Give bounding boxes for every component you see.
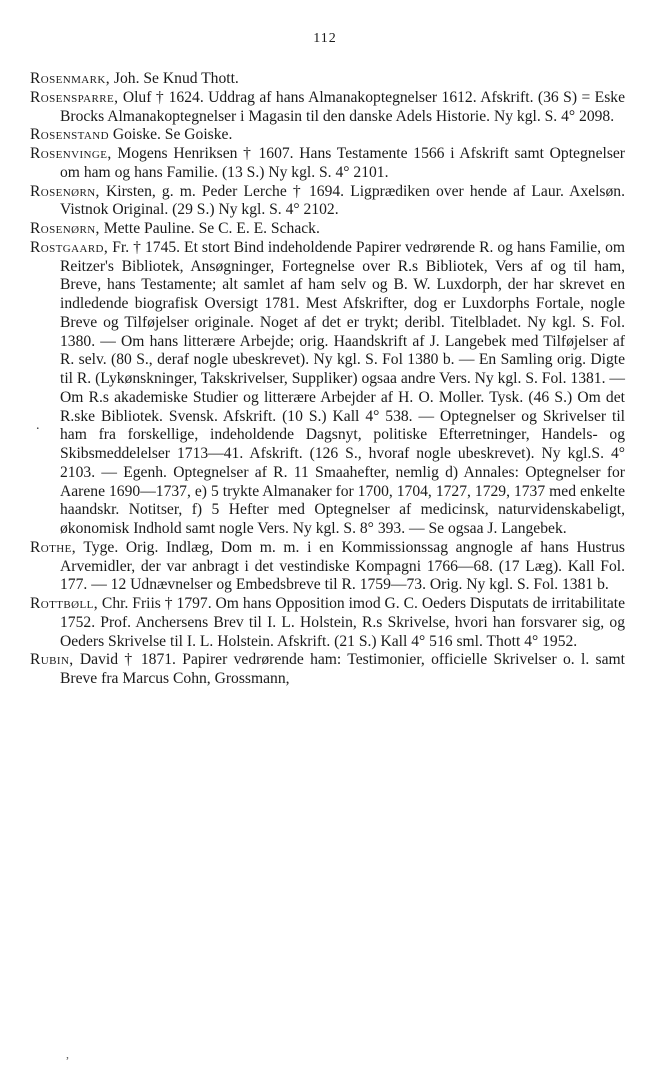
entry-text: Kirsten, g. m. Peder Lerche † 1694. Ligprædiken over hende af Laur. Axelsøn. Vistnok Original. (29 S.) Ny kgl. S. 4° 2102. (60, 182, 625, 219)
entry-headword: Rothe, (30, 538, 77, 556)
entry-headword: Rostgaard, (30, 238, 109, 256)
entry-headword: Rosensparre, (30, 88, 119, 106)
bottom-mark: , (66, 1047, 69, 1061)
entry-headword: Rosenørn, (30, 220, 100, 237)
margin-mark: . (36, 418, 40, 433)
entry-rosenvinge (30, 145, 625, 183)
entry-headword: Rosenmark, (30, 70, 111, 87)
entry-text: Mette Pauline. Se C. E. E. Schack. (99, 220, 320, 237)
entry-rosenmark (30, 70, 625, 89)
entry-rostgaard (30, 239, 625, 539)
entry-text: Mogens Henriksen † 1607. Hans Testamente 1566 i Afskrift samt Optegnelser om ham og hans Familie. (13 S.) Ny kgl. S. 4° 2101. (60, 145, 625, 181)
entry-rothe (30, 539, 625, 595)
entry-rosenstand (30, 126, 625, 145)
entry-headword: Rosenørn, (30, 182, 100, 200)
entry-text: Tyge. Orig. Indlæg, Dom m. m. i en Kommissionssag angnogle af hans Hustrus Arvemidler, der var anbragt i det vestindiske Kompagni 1766—68. (17 Læg). Kall Fol. 177. — 12 Udnævnelser og Embedsbreve til R. 1759—73. Orig. Ny kgl. S. Fol. 1381 b. (60, 538, 625, 594)
entry-headword: Rosenvinge, (30, 145, 112, 162)
entry-headword: Rottbøll, (30, 595, 99, 612)
entry-text: Goiske. Se Goiske. (108, 126, 233, 144)
entry-rosenorn-mette (30, 220, 625, 239)
entry-rottboll (30, 595, 625, 651)
entry-headword: Rosenstand (30, 126, 109, 144)
entry-text: Oluf † 1624. Uddrag af hans Almanakoptegnelser 1612. Afskrift. (36 S) = Eske Brocks Almanakoptegnelser i Magasin til den danske Adels Historie. Ny kgl. S. 4° 2098. (60, 88, 625, 125)
entry-text: Joh. Se Knud Thott. (110, 70, 239, 87)
entry-rubin (30, 651, 625, 689)
entry-list (30, 70, 625, 689)
entry-text: David † 1871. Papirer vedrørende ham: Testimonier, officielle Skrivelser o. l. samt Breve fra Marcus Cohn, Grossmann, (60, 651, 625, 687)
entry-text: Chr. Friis † 1797. Om hans Opposition imod G. C. Oeders Disputats de irritabilitate 1752. Prof. Anchersens Brev til I. L. Holstein, R.s Skrivelse, hvori han forsvarer sig, og Oeders Skrivelse til I. L. Holstein. Afskrift. (21 S.) Kall 4° 516 sml. Thott 4° 1952. (60, 595, 625, 650)
page-number: 112 (313, 31, 337, 46)
entry-headword: Rubin, (30, 651, 74, 669)
entry-rosensparre (30, 89, 625, 127)
entry-rosenorn-kirsten (30, 183, 625, 221)
entry-text: Fr. † 1745. Et stort Bind indeholdende Papirer vedrørende R. og hans Familie, om Reitzer's Bibliotek, Ansøgninger, Fortegnelse over R.s Bibliotek, Vers af og til ham, Breve, hans Testamente; alt samlet af ham selv og B. W. Luxdorph, der har skrevet en indledende biografisk Oversigt 1781. Mest Afskrifter, dog er Luxdorphs Fortale, nogle Breve og Tilføjelser originale. Noget af det er trykt; deribl. Titelbladet. Ny kgl. S. Fol. 1380. — Om hans litterære Arbejde; orig. Haandskrift af J. Langebek med Tilføjelser af R. selv. (80 S., deraf nogle ubeskrevet). Ny kgl. S. Fol 1380 b. — En Samling orig. Digte til R. (Lykønskninger, Takskrivelser, Suppliker) ogsaa andre Vers. Ny kgl. S. Fol. 1381. — Om R.s akademiske Studier og litterære Arbejder af H. O. Moller. Tysk. (46 S.) Om det R.ske Bibliotek. Svensk. Afskrift. (10 S.) Kall 4° 538. — Optegnelser og Skrivelser til ham fra forskellige, indeholdende Dagsnyt, politiske Efterretninger, Handels- og Skibsmeddelelser 1713—41. Afskrift. (126 S., hvoraf nogle ubeskrevet). Ny kgl.S. 4° 2103. — Egenh. Optegnelser af R. 11 Smaahefter, nemlig d) Annales: Optegnelser for Aarene 1690—1737, e) 5 trykte Almanaker for 1700, 1704, 1727, 1729, 1737 med enkelte haandskr. Notitser, f) 5 Hefter med Optegnelser af medicinsk, naturvidenskabeligt, økonomisk Indhold samt nogle Vers. Ny kgl. S. 8° 393. — Se ogsaa J. Langebek. (60, 238, 625, 537)
